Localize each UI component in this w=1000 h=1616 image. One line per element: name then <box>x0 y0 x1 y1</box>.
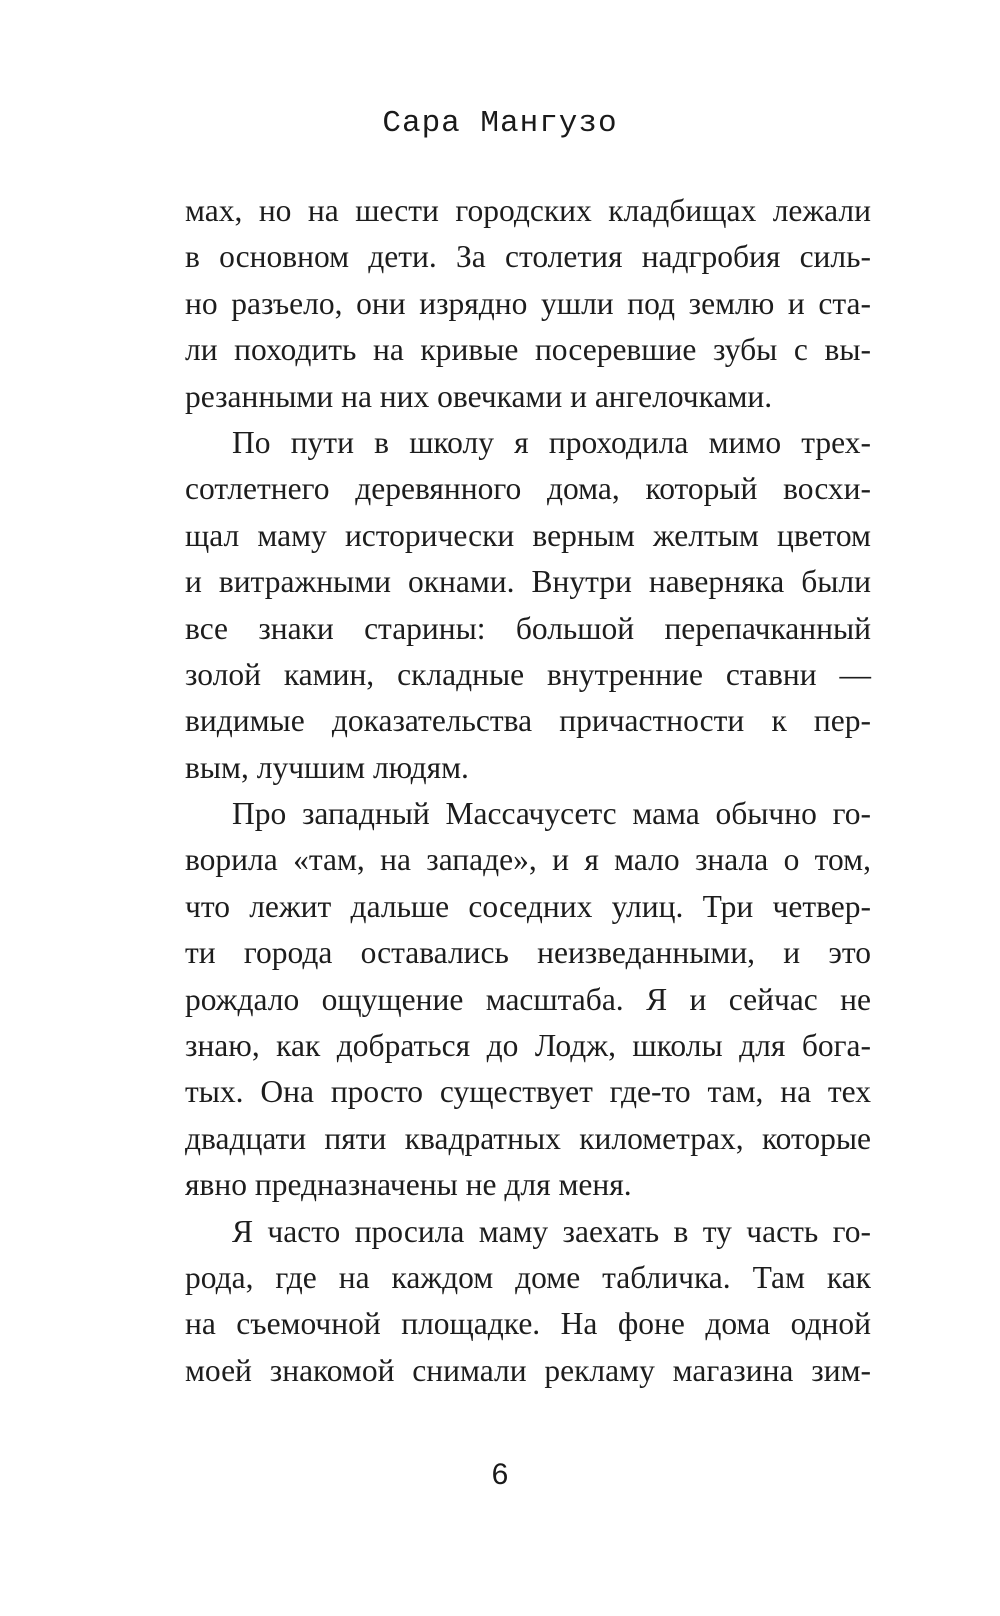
text-line: мах, но на шести городских кладбищах лежали <box>185 193 871 228</box>
running-head-author: Сара Мангузо <box>382 106 618 141</box>
text-line: щал маму исторически верным желтым цветом <box>185 517 871 553</box>
text-line: что лежит дальше соседних улиц. Три четвер- <box>185 888 871 924</box>
paragraph <box>185 188 871 420</box>
text-line: моей знакомой снимали рекламу магазина зим- <box>185 1352 871 1388</box>
text-line: но разъело, они изрядно ушли под землю и ста- <box>185 285 871 321</box>
body-text <box>185 188 871 1394</box>
text-line: Я часто просила маму заехать в ту часть го- <box>232 1213 871 1249</box>
text-line: в основном дети. За столетия надгробия силь- <box>185 239 871 275</box>
text-line: резанными на них овечками и ангелочками. <box>185 378 773 414</box>
text-line: двадцати пяти квадратных километрах, которые <box>185 1120 871 1156</box>
text-line: явно предназначены не для меня. <box>185 1167 632 1203</box>
text-line: знаю, как добраться до Лодж, школы для бога- <box>185 1028 871 1064</box>
text-line: По пути в школу я проходила мимо трех- <box>232 424 871 460</box>
paragraph <box>185 791 871 1209</box>
text-line: Про западный Массачусетс мама обычно го- <box>232 796 871 832</box>
text-line: ли походить на кривые посеревшие зубы с вы- <box>185 332 871 368</box>
text-line: рода, где на каждом доме табличка. Там как <box>185 1259 871 1295</box>
text-line: все знаки старины: большой перепачканный <box>185 610 871 646</box>
page-number: 6 <box>491 1458 509 1491</box>
text-line: ти города оставались неизведанными, и это <box>185 935 871 971</box>
text-line: рождало ощущение масштаба. Я и сейчас не <box>185 981 871 1017</box>
text-line: золой камин, складные внутренние ставни — <box>185 656 871 692</box>
text-line: на съемочной площадке. На фоне дома одной <box>185 1306 871 1342</box>
text-line: видимые доказательства причастности к пер- <box>185 703 871 739</box>
text-line: ворила «там, на западе», и я мало знала о том, <box>185 842 871 878</box>
text-line: вым, лучшим людям. <box>185 749 469 785</box>
paragraph <box>185 420 871 791</box>
text-line: и витражными окнами. Внутри наверняка были <box>185 564 871 600</box>
paragraph <box>185 1209 871 1395</box>
text-line: сотлетнего деревянного дома, который восхи- <box>185 471 871 507</box>
text-line: тых. Она просто существует где-то там, на тех <box>185 1074 871 1110</box>
